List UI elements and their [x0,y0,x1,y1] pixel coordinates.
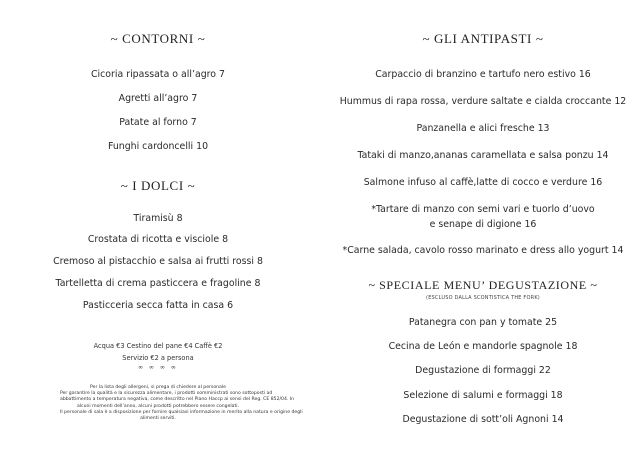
antipasti-item: Tataki di manzo,ananas caramellata e salsa ponzu 14 [357,150,609,161]
degustazione-item: Degustazione di formaggi 22 [415,365,551,376]
contorni-heading: ~ CONTORNI ~ [110,31,206,46]
antipasti-item: *Carne salada, cavolo rosso marinato e dress allo yogurt 14 [342,245,624,256]
allergen-notice-line: Per la lista degli allergeni, si prega di chiedere al personale [90,385,226,390]
degustazione-item: Selezione di salumi e formaggi 18 [403,390,563,401]
dolci-item: Cremoso al pistacchio e salsa ai frutti rossi 8 [53,256,263,267]
degustazione-item: Patanegra con pan y tomate 25 [408,317,558,328]
antipasti-item: Panzanella e alici fresche 13 [416,123,550,134]
antipasti-item: Carpaccio di branzino e tartufo nero estivo 16 [375,69,591,80]
allergen-notice-line: abbattimento a temperatura negativa, come descritto nel Piano Haccp ai sensi del Reg. CE 852/04. In [60,397,295,403]
service-charges: Acqua €3 Cestino del pane €4 Caffè €2 [93,342,223,350]
contorni-item: Patate al forno 7 [119,117,197,128]
dolci-item: Crostata di ricotta e visciole 8 [87,234,229,245]
contorni-item: Cicoria ripassata o all’agro 7 [91,69,225,80]
dolci-heading: ~ I DOLCI ~ [120,178,196,193]
antipasti-item: Hummus di rapa rossa, verdure saltate e cialda croccante 12 [339,96,627,107]
dolci-item: Pasticceria secca fatta in casa 6 [82,300,234,311]
contorni-item: Funghi cardoncelli 10 [107,141,209,152]
degustazione-subtitle: (ESCLUSO DALLA SCONTISTICA THE FORK) [426,295,540,301]
allergen-notice [60,385,303,422]
degustazione-item: Cecina de León e mandorle spagnole 18 [388,341,578,352]
contorni-item: Agretti all’agro 7 [118,93,198,104]
degustazione-heading: ~ SPECIALE MENU’ DEGUSTAZIONE ~ [368,278,598,292]
allergen-notice-line: alcuni momenti dell’anno, alcuni prodotti potrebbero essere congelati. [76,403,240,409]
antipasti-item: e senape di digione 16 [429,219,537,230]
degustazione-item: Degustazione di sott’oli Agnoni 14 [402,414,564,425]
service-fee: Servizio €2 a persona [122,354,194,362]
antipasti-heading: ~ GLI ANTIPASTI ~ [422,31,544,46]
dolci-item: Tiramisù 8 [133,213,183,224]
ornament: ∞ ∞ ∞ ∞ [138,364,178,371]
allergen-notice-line: Per garantire la qualità e la sicurezza alimentare, i prodotti somministrati sono sottoposti ad [60,391,273,397]
antipasti-item: *Tartare di manzo con semi vari e tuorlo d’uovo [371,204,595,215]
allergen-notice-line: Il personale di sala è a disposizione per fornire qualsiasi informazione in merito alla natura e origine degli [60,409,303,415]
dolci-item: Tartelletta di crema pasticcera e fragoline 8 [55,278,261,289]
allergen-notice-line: alimenti serviti. [140,416,176,422]
antipasti-item: Salmone infuso al caffè,latte di cocco e verdure 16 [363,177,603,188]
